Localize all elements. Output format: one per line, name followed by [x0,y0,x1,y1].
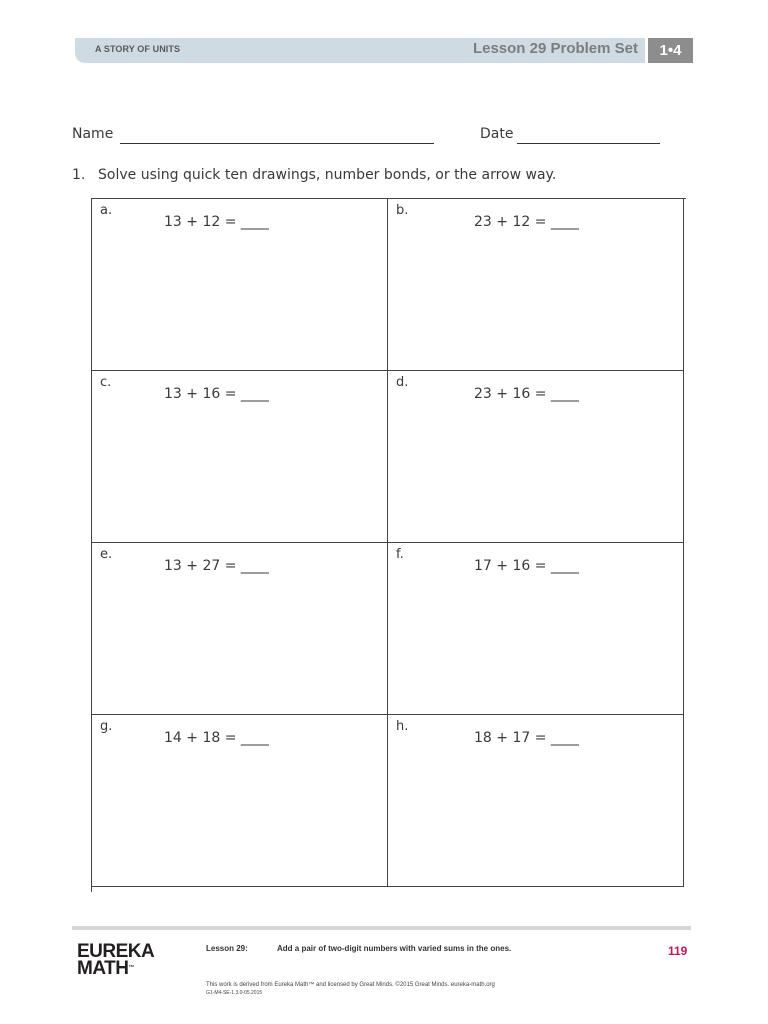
problem-cell-a[interactable] [92,199,388,371]
problem-letter: g. [100,719,113,734]
problem-expression: 23 + 12 = ____ [474,214,579,230]
problem-cell-f[interactable] [388,543,684,715]
problem-expression: 14 + 18 = ____ [164,730,269,746]
footer-lesson: Lesson 29: [206,944,248,953]
footer-objective: Add a pair of two-digit numbers with varied sums in the ones. [277,944,512,953]
license-credit: This work is derived from Eureka Math™ and licensed by Great Minds. ©2015 Great Minds. eureka-math.org [206,982,495,988]
problem-letter: d. [396,375,409,390]
header-bar [75,38,645,63]
eureka-math-logo [77,943,154,977]
problem-grid [91,198,686,892]
date-label: Date [480,126,514,142]
footer-divider [72,926,691,930]
problem-letter: a. [100,203,113,218]
problem-cell-c[interactable] [92,371,388,543]
problem-letter: c. [100,375,112,390]
document-code: G1-M4-SE-1.3.0-05.2015 [206,990,263,996]
problem-expression: 23 + 16 = ____ [474,386,579,402]
problem-cell-d[interactable] [388,371,684,543]
page-number: 119 [668,944,688,958]
problem-cell-h[interactable] [388,715,684,887]
problem-cell-b[interactable] [388,199,684,371]
question-text: Solve using quick ten drawings, number bonds, or the arrow way. [98,167,557,183]
problem-expression: 13 + 16 = ____ [164,386,269,402]
lesson-title: Lesson 29 Problem Set [472,40,638,57]
logo-line-2: MATH™ [77,958,134,979]
problem-letter: f. [396,547,404,562]
problem-letter: h. [396,719,409,734]
module-badge: 1•4 [648,38,693,63]
question-number: 1. [72,167,86,183]
problem-expression: 17 + 16 = ____ [474,558,579,574]
problem-cell-e[interactable] [92,543,388,715]
name-field[interactable] [120,143,434,144]
problem-letter: b. [396,203,409,218]
problem-letter: e. [100,547,113,562]
problem-cell-g[interactable] [92,715,388,887]
series-title: A STORY OF UNITS [95,44,181,54]
date-field[interactable] [517,143,660,144]
problem-expression: 18 + 17 = ____ [474,730,579,746]
logo-line-1: EUREKA [77,941,155,962]
problem-expression: 13 + 27 = ____ [164,558,269,574]
name-label: Name [72,126,114,142]
problem-expression: 13 + 12 = ____ [164,214,269,230]
